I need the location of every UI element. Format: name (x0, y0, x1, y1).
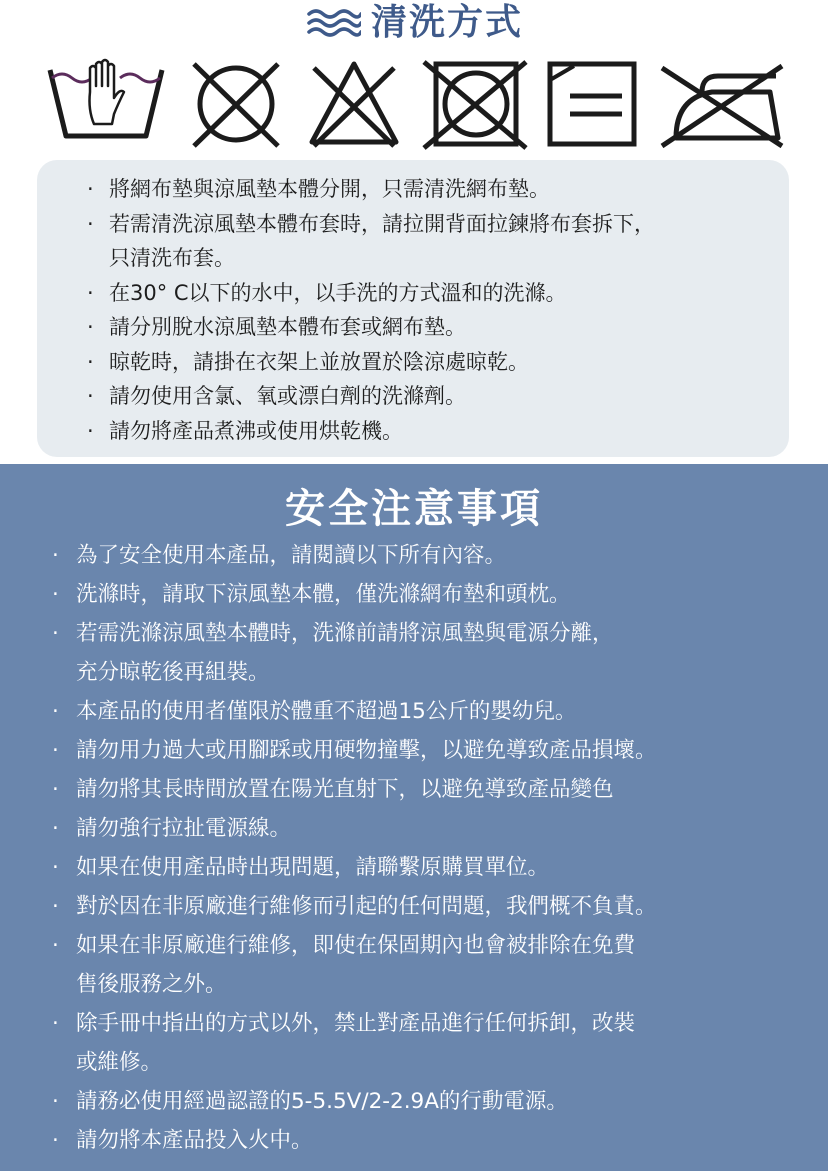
safety-notice-item (52, 848, 822, 887)
safety-section (0, 464, 828, 1171)
water-wave-icon (305, 6, 361, 40)
safety-notice-item (52, 575, 822, 614)
care-instruction-item-text: · 晾乾時，請掛在衣架上並放置於陰涼處晾乾。 (109, 349, 529, 374)
safety-notice-item-text: · 請勿用力過大或用腳踩或用硬物撞擊，以避免導致產品損壞。 (76, 738, 657, 763)
safety-notice-item (52, 926, 822, 1004)
no-iron-icon (652, 58, 790, 152)
safety-notice-item (52, 1121, 822, 1160)
safety-notice-item-text: 售後服務之外。 (76, 972, 227, 997)
safety-notice-item (52, 614, 822, 692)
safety-notice-item-text: · 本產品的使用者僅限於體重不超過15公斤的嬰幼兒。 (76, 699, 577, 724)
safety-notice-item (52, 1004, 822, 1082)
care-instruction-item (87, 172, 777, 207)
safety-notice-item-text: · 對於因在非原廠進行維修而引起的任何問題，我們概不負責。 (76, 894, 657, 919)
care-instruction-item (87, 207, 777, 276)
no-bleach-icon (304, 58, 404, 152)
care-instruction-item (87, 379, 777, 414)
care-symbols-row (40, 58, 790, 152)
care-instruction-item-text: 只清洗布套。 (109, 246, 235, 270)
safety-notice-item (52, 536, 822, 575)
safety-notice-item (52, 770, 822, 809)
care-instruction-item-text: · 將網布墊與涼風墊本體分開，只需清洗網布墊。 (109, 177, 550, 201)
safety-notice-item (52, 1082, 822, 1121)
safety-notice-item-text: · 如果在非原廠進行維修，即使在保固期內也會被排除在免費 (76, 933, 636, 958)
care-instruction-item-text: · 請勿使用含氯、氧或漂白劑的洗滌劑。 (109, 384, 466, 408)
safety-notice-item-text: · 請勿將本產品投入火中。 (76, 1128, 313, 1153)
safety-notice-item-text: 充分晾乾後再組裝。 (76, 660, 270, 685)
care-instructions-list (87, 172, 777, 448)
care-section-header (0, 0, 828, 46)
safety-title: 安全注意事項 (285, 486, 543, 532)
care-instruction-item (87, 310, 777, 345)
safety-notice-item-text: · 除手冊中指出的方式以外，禁止對產品進行任何拆卸，改裝 (76, 1011, 636, 1036)
safety-notice-item-text: · 為了安全使用本產品，請閱讀以下所有內容。 (76, 543, 507, 568)
safety-notice-item-text: · 若需洗滌涼風墊本體時，洗滌前請將涼風墊與電源分離， (76, 621, 614, 646)
safety-notice-item (52, 692, 822, 731)
care-title: 清洗方式 (370, 2, 523, 43)
care-instruction-item-text: · 請勿將產品煮沸或使用烘乾機。 (109, 418, 403, 443)
care-instructions-box (37, 160, 789, 457)
no-machine-dry-icon (420, 58, 530, 152)
care-instruction-item (87, 276, 777, 311)
safety-notice-item-text: · 洗滌時，請取下涼風墊本體，僅洗滌網布墊和頭枕。 (76, 582, 571, 607)
hand-wash-icon (44, 58, 168, 148)
safety-notice-item (52, 887, 822, 926)
safety-notice-item-text: · 如果在使用產品時出現問題，請聯繫原購買單位。 (76, 855, 550, 880)
no-tumble-dry-icon (186, 58, 286, 152)
safety-notice-item-text: 或維修。 (76, 1050, 163, 1075)
safety-notice-item (52, 809, 822, 848)
care-instruction-item (87, 345, 777, 380)
safety-notice-item (52, 731, 822, 770)
care-instruction-item-text: · 請分別脫水涼風墊本體布套或網布墊。 (109, 315, 466, 339)
safety-notice-item-text: · 請勿強行拉扯電源線。 (76, 816, 292, 841)
dry-flat-icon (544, 58, 640, 152)
safety-notice-item-text: · 請勿將其長時間放置在陽光直射下，以避免導致產品變色 (76, 777, 614, 802)
safety-notice-item-text: · 請務必使用經過認證的5-5.5V/2-2.9A的行動電源。 (76, 1089, 568, 1114)
safety-notices-list (52, 536, 822, 1160)
care-instruction-item (87, 414, 777, 449)
care-instruction-item-text: · 若需清洗涼風墊本體布套時，請拉開背面拉鍊將布套拆下， (109, 211, 655, 236)
care-instruction-item-text: · 在30° C以下的水中，以手洗的方式溫和的洗滌。 (109, 280, 567, 305)
